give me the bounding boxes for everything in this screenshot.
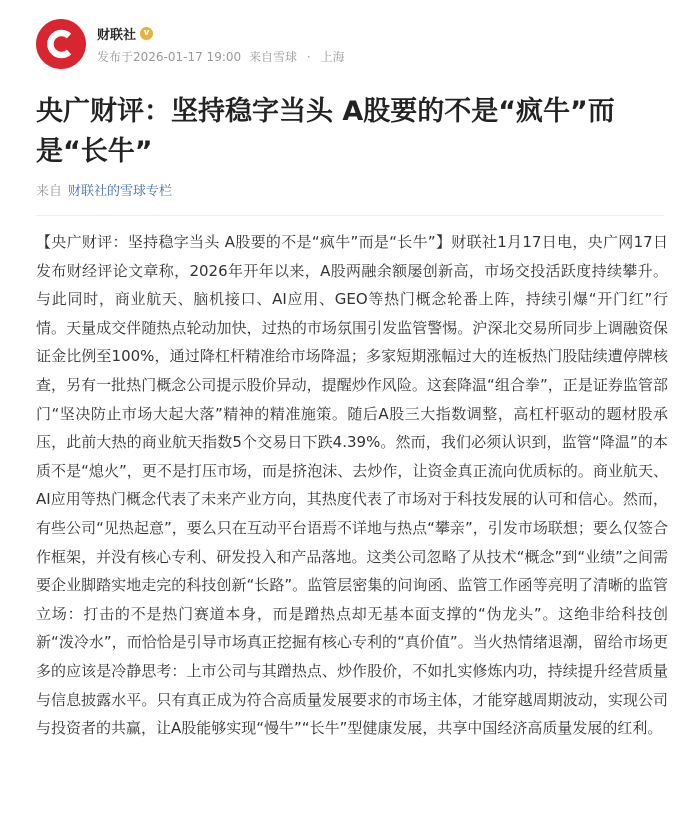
- author-meta: [97, 23, 344, 65]
- article-body: 【央广财评：坚持稳字当头 A股要的不是“疯牛”而是“长牛”】财联社1月17日电，央广网17日发布财经评论文章称，2026年开年以来，A股两融余额屡创新高，市场交投活跃度持续攀升。与此同时，商业航天、脑机接口、AI应用、GEO等热门概念轮番上阵，持续引爆“开门红”行情。天量成交伴随热点轮动加快，过热的市场氛围引发监管警惕。沪深北交易所同步上调融资保证金比例至100%，通过降杠杆精准给市场降温；多家短期涨幅过大的连板热门股陆续遭停牌核查，另有一批热门概念公司提示股价异动，提醒炒作风险。这套降温“组合拳”，正是证券监管部门“坚决防止市场大起大落”精神的精准施策。随后A股三大指数调整，高杠杆驱动的题材股承压，此前大热的商业航天指数5个交易日下跌4.39%。然而，我们必须认识到，监管“降温”的本质不是“熄火”，更不是打压市场，而是挤泡沫、去炒作，让资金真正流向优质标的。商业航天、AI应用等热门概念代表了未来产业方向，其热度代表了市场对于科技发展的认可和信心。然而，有些公司“见热起意”，要么只在互动平台语焉不详地与热点“攀亲”，引发市场联想；要么仅签合作框架，并没有核心专利、研发投入和产品落地。这类公司忽略了从技术“概念”到“业绩”之间需要企业脚踏实地走完的科技创新“长路”。监管层密集的问询函、监管工作函等亮明了清晰的监管立场：打击的不是热门赛道本身，而是蹭热点却无基本面支撑的“伪龙头”。这绝非给科技创新“泼冷水”，而恰恰是引导市场真正挖掘有核心专利的“真价值”。当火热情绪退潮，留给市场更多的应该是冷静思考：上市公司与其蹭热点、炒作股价，不如扎实修炼内功，持续提升经营质量与信息披露水平。只有真正成为符合高质量发展要求的市场主体，才能穿越周期波动，实现公司与投资者的共赢，让A股能够实现“慢牛”“长牛”型健康发展，共享中国经济高质量发展的红利。: [36, 233, 668, 738]
- column-link[interactable]: 财联社的雪球专栏: [68, 184, 173, 199]
- post-info: [97, 49, 344, 65]
- avatar[interactable]: [36, 19, 86, 69]
- info-separator: ·: [306, 50, 311, 64]
- verified-badge-icon: v: [140, 27, 153, 40]
- post-location: 上海: [320, 50, 345, 64]
- post-source: 来自雪球: [248, 50, 297, 64]
- publish-time: 发布于2026-01-17 19:00: [97, 50, 242, 64]
- cailianshe-logo-icon: [36, 19, 86, 69]
- author-bar: [36, 18, 344, 70]
- author-name[interactable]: 财联社: [97, 27, 137, 43]
- source-prefix: 来自: [36, 184, 63, 199]
- divider: [36, 215, 664, 216]
- column-source: [36, 183, 172, 201]
- article-title: 央广财评：坚持稳字当头 A股要的不是“疯牛”而是“长牛”: [36, 96, 615, 167]
- author-line: [97, 23, 344, 43]
